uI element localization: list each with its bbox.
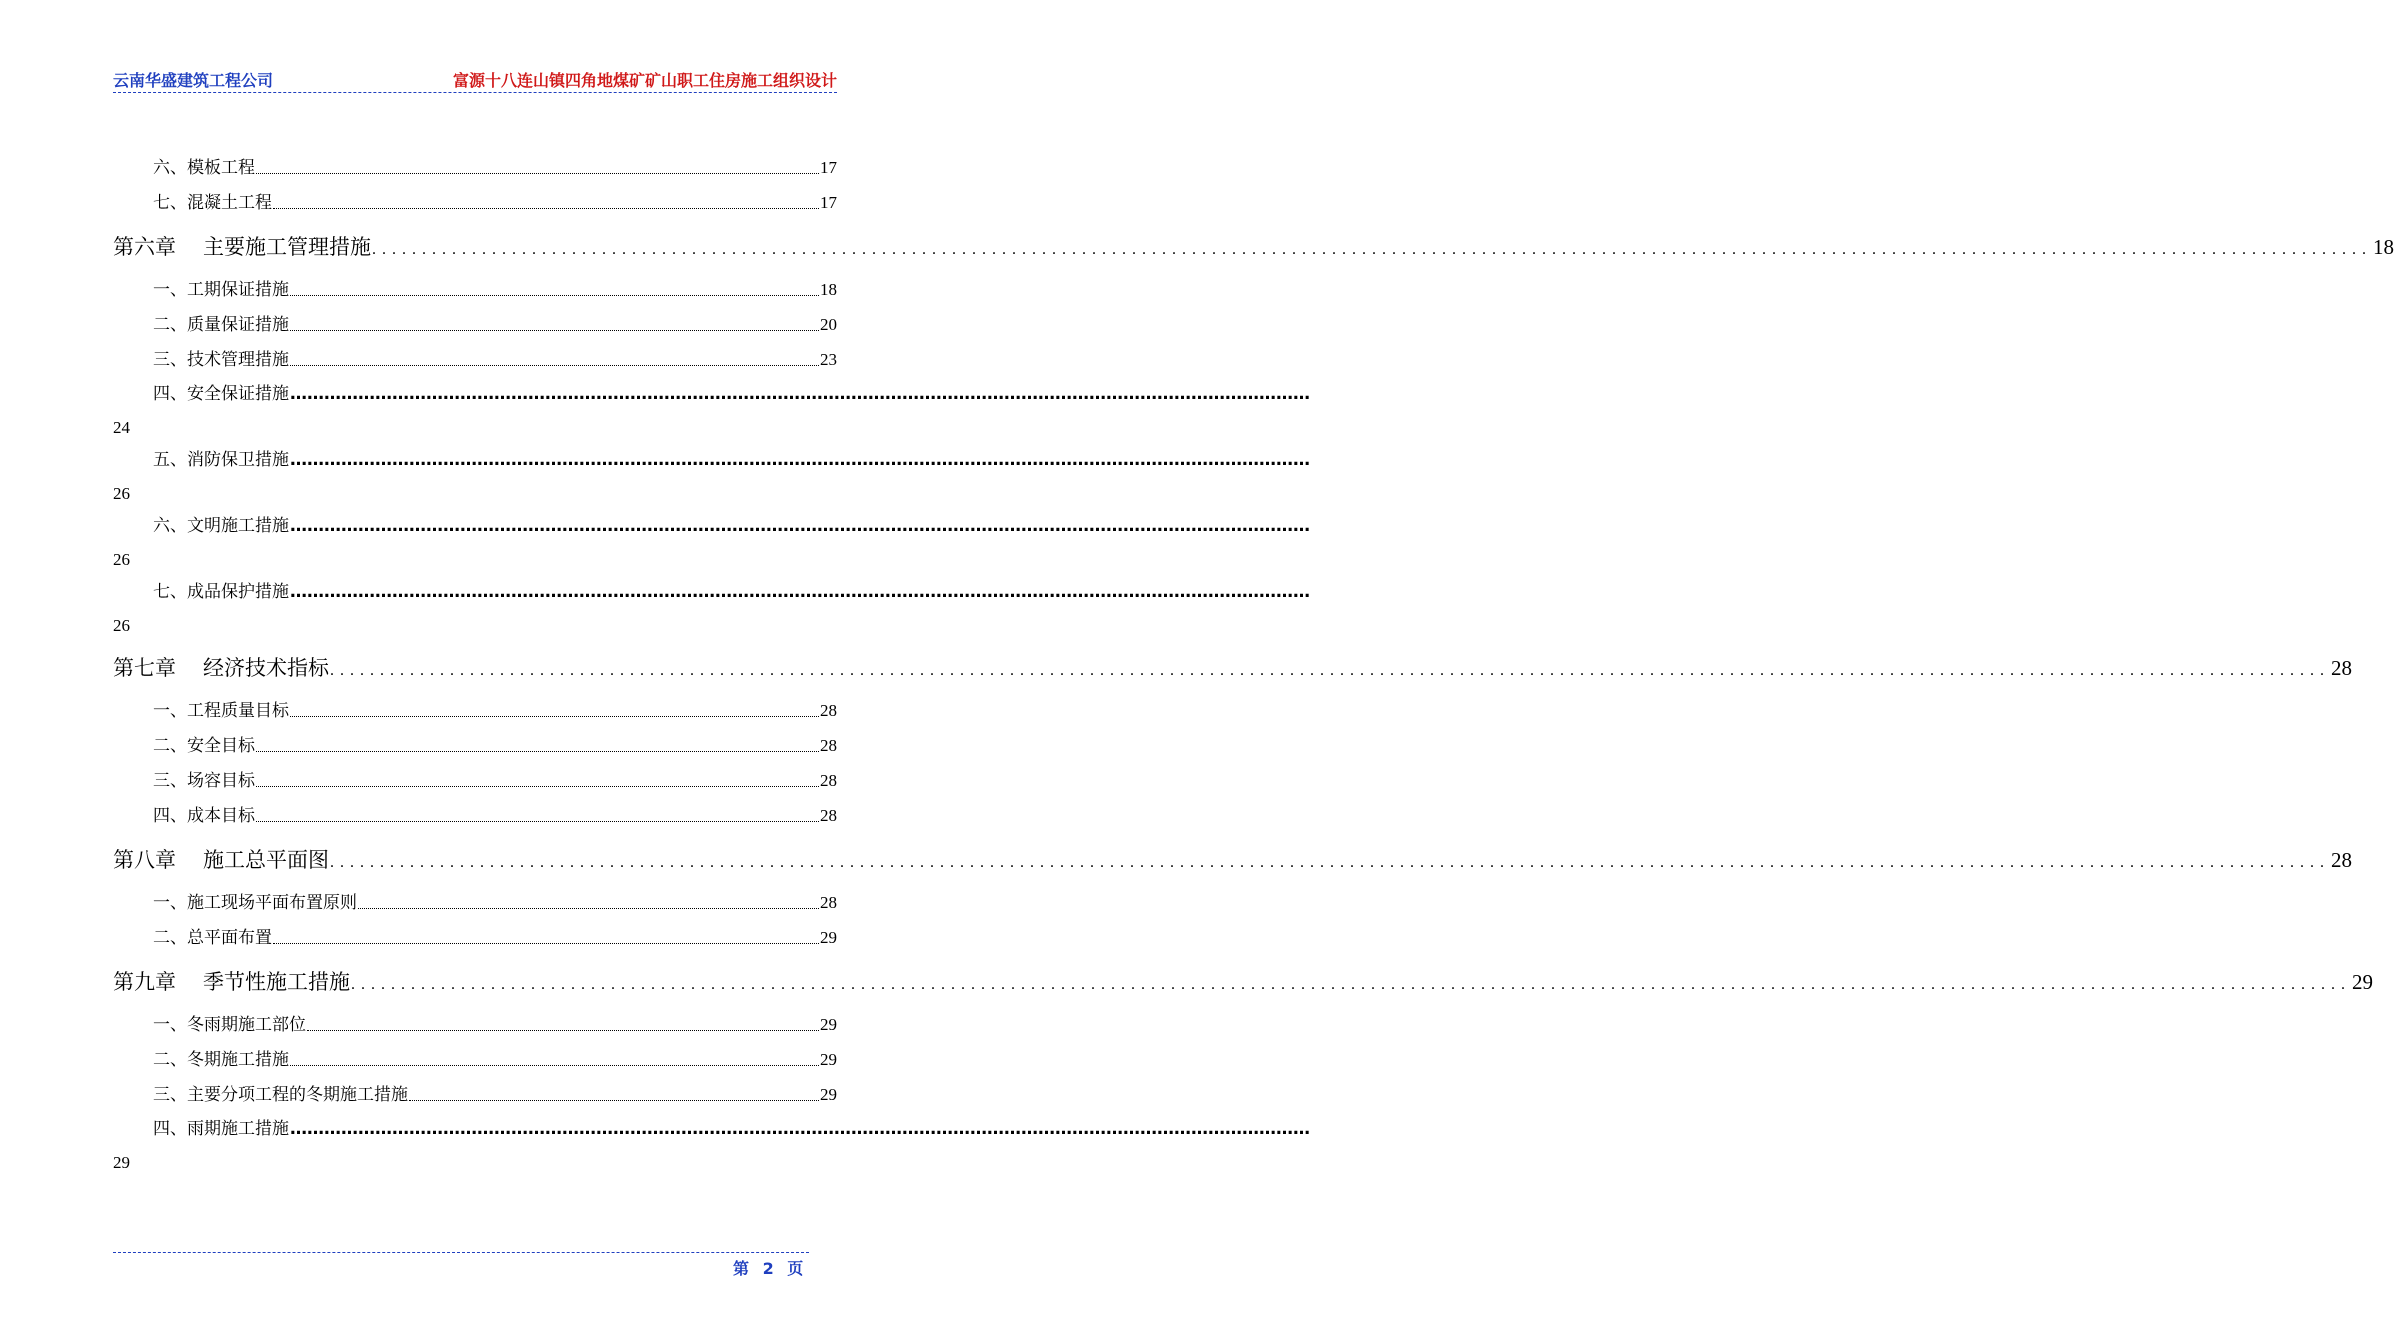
toc-chapter-entry[interactable] [113,836,2352,885]
toc-dot-leader [409,1099,819,1101]
toc-page-number: 28 [2331,656,2352,680]
toc-dot-leader: ……………………………………………………………………………………………………………………………………………………………… [290,450,1310,470]
toc-page-number: 28 [820,806,837,825]
toc-chapter-number: 第七章 [113,656,176,680]
toc-section-label: 三、技术管理措施 [153,350,289,370]
page-number: 第 2 页 [733,1259,804,1278]
toc-chapter-number: 第八章 [113,848,176,872]
toc-section-label: 四、成本目标 [153,806,255,826]
toc-section-entry[interactable] [113,1042,837,1077]
company-name: 云南华盛建筑工程公司 [113,71,274,90]
toc-chapter-label [113,223,371,272]
toc-page-number: 23 [820,350,837,369]
toc-chapter-entry[interactable] [113,223,2394,272]
toc-page-number: 28 [820,893,837,912]
toc-section-label: 七、混凝土工程 [153,193,272,213]
toc-section-entry[interactable] [113,272,837,307]
toc-page-number: 29 [820,1050,837,1069]
toc-page-number: 20 [820,315,837,334]
toc-page-number: 17 [820,158,837,177]
toc-page-number: 29 [820,1085,837,1104]
toc-section-label: 三、主要分项工程的冬期施工措施 [153,1085,408,1105]
toc-page-number: 29 [820,1015,837,1034]
toc-page-number: 17 [820,193,837,212]
toc-dot-leader [256,750,819,752]
toc-section-entry[interactable] [113,798,837,833]
toc-page-number: 29 [820,928,837,947]
toc-chapter-number: 第六章 [113,235,176,259]
toc-dot-leader [290,294,819,296]
toc-page-number: 26 [113,616,130,635]
page-header [113,68,837,90]
toc-page-number: 24 [113,418,130,437]
toc-chapter-label [113,836,329,885]
toc-dot-leader [290,329,819,331]
footer-divider [113,1252,809,1253]
toc-dot-leader: ……………………………………………………………………………………………………………………………………………………………… [290,516,1310,536]
toc-section-entry[interactable] [113,1112,1310,1147]
toc-chapter-title: 施工总平面图 [203,848,329,872]
toc-section-label: 三、场容目标 [153,771,255,791]
toc-section-entry[interactable] [113,377,1310,412]
toc-section-entry[interactable] [113,763,837,798]
toc-dot-leader [358,907,819,909]
toc-section-entry[interactable] [113,509,1310,544]
toc-section-label: 一、工程质量目标 [153,701,289,721]
toc-dot-leader: ……………………………………………………………………………………………………………………………………………………………… [290,384,1310,404]
toc-dot-leader: ……………………………………………………………………………………………………………………………………………………………… [290,582,1310,602]
toc-dot-leader: ........................................................................................................................................................................................................ [372,241,2372,258]
toc-section-entry[interactable] [113,575,1310,610]
toc-section-entry[interactable] [113,885,837,920]
toc-chapter-label [113,644,329,693]
toc-dot-leader [256,820,819,822]
toc-chapter-label [113,958,350,1007]
toc-page-number: 18 [2373,235,2394,259]
toc-dot-leader [307,1029,819,1031]
toc-page-number: 26 [113,550,130,569]
toc-section-label: 二、总平面布置 [153,928,272,948]
toc-section-label: 五、消防保卫措施 [153,450,289,470]
toc-section-label: 一、工期保证措施 [153,280,289,300]
toc-section-entry[interactable] [113,693,837,728]
toc-page-number: 29 [113,1153,130,1172]
toc-dot-leader: ........................................................................................................................................................................................................ [330,662,2330,679]
toc-chapter-entry[interactable] [113,958,2373,1007]
toc-dot-leader [290,715,819,717]
toc-section-label: 六、文明施工措施 [153,516,289,536]
toc-page-number: 18 [820,280,837,299]
toc-dot-leader [273,207,819,209]
toc-section-entry[interactable] [113,728,837,763]
toc-section-label: 七、成品保护措施 [153,582,289,602]
toc-section-entry[interactable] [113,443,1310,478]
toc-page-number: 28 [2331,848,2352,872]
toc-dot-leader [290,364,819,366]
toc-section-label: 四、安全保证措施 [153,384,289,404]
toc-dot-leader: ……………………………………………………………………………………………………………………………………………………………… [290,1119,1310,1139]
toc-section-label: 一、施工现场平面布置原则 [153,893,357,913]
toc-chapter-title: 季节性施工措施 [203,970,350,994]
document-title: 富源十八连山镇四角地煤矿矿山职工住房施工组织设计 [452,71,837,90]
toc-section-label: 二、安全目标 [153,736,255,756]
toc-page-number: 28 [820,701,837,720]
toc-section-entry[interactable] [113,1007,837,1042]
toc-page-number: 29 [2352,970,2373,994]
toc-dot-leader [273,942,819,944]
toc-section-entry[interactable] [113,342,837,377]
toc-section-label: 四、雨期施工措施 [153,1119,289,1139]
toc-section-entry[interactable] [113,1077,837,1112]
toc-page-number: 28 [820,771,837,790]
toc-section-entry[interactable] [113,185,837,220]
toc-section-label: 一、冬雨期施工部位 [153,1015,306,1035]
toc-dot-leader [256,785,819,787]
toc-dot-leader: ........................................................................................................................................................................................................ [351,976,2351,993]
toc-chapter-title: 经济技术指标 [203,656,329,680]
toc-page-number: 28 [820,736,837,755]
toc-section-entry[interactable] [113,920,837,955]
toc-page-number: 26 [113,484,130,503]
toc-dot-leader [290,1064,819,1066]
toc-chapter-entry[interactable] [113,644,2352,693]
toc-dot-leader: ........................................................................................................................................................................................................ [330,854,2330,871]
toc-section-entry[interactable] [113,150,837,185]
header-divider [113,92,837,93]
toc-section-label: 二、冬期施工措施 [153,1050,289,1070]
table-of-contents [113,150,2394,1178]
toc-dot-leader [256,172,819,174]
toc-section-label: 六、模板工程 [153,158,255,178]
toc-chapter-number: 第九章 [113,970,176,994]
toc-chapter-title: 主要施工管理措施 [203,235,371,259]
toc-section-label: 二、质量保证措施 [153,315,289,335]
toc-section-entry[interactable] [113,307,837,342]
